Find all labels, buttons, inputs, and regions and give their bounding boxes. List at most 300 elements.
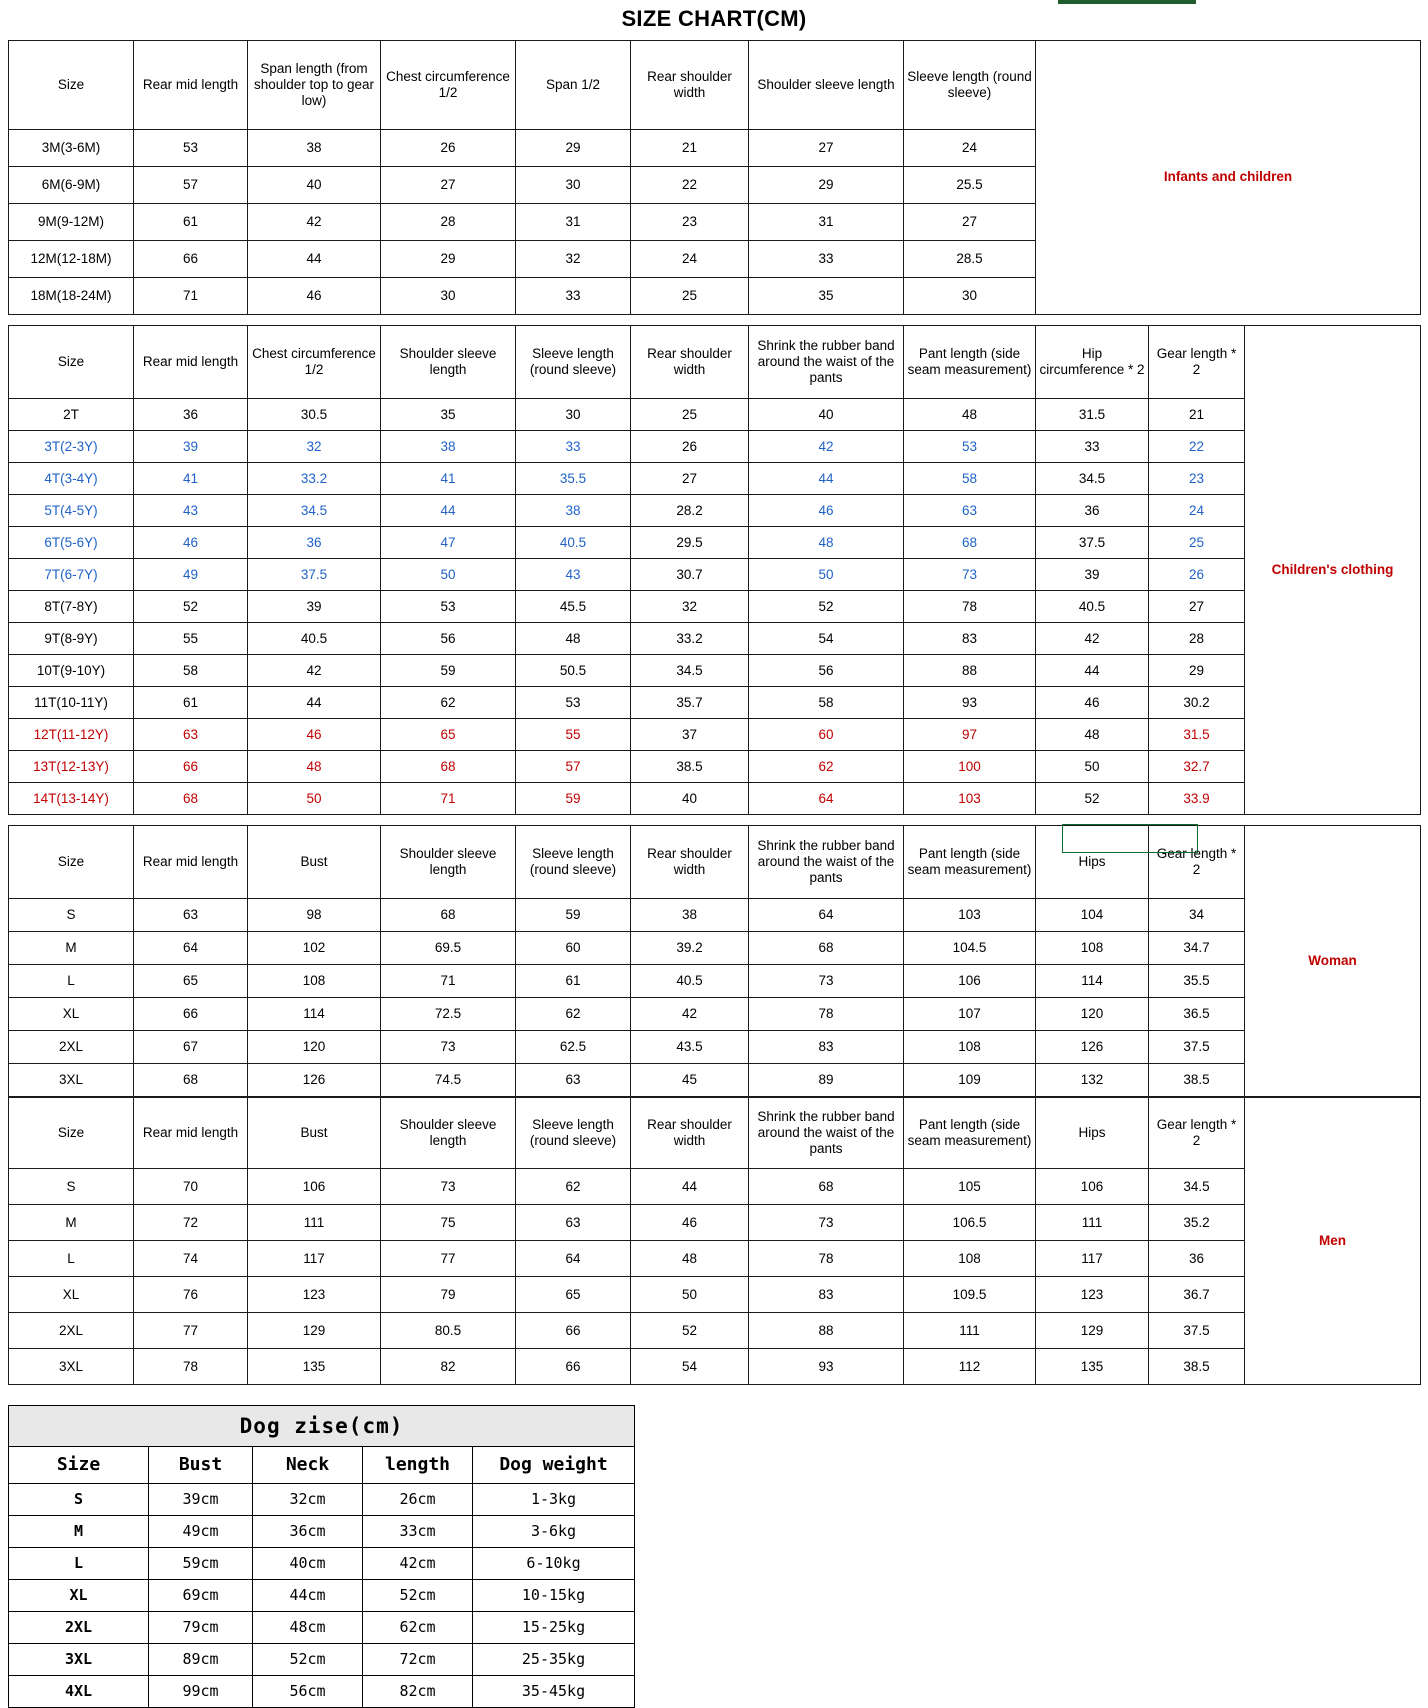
col-span-half: Span 1/2 xyxy=(516,41,631,130)
cell: 61 xyxy=(134,687,248,719)
cell: 44 xyxy=(381,495,516,527)
cell: 36.5 xyxy=(1149,998,1245,1031)
cell: 52cm xyxy=(363,1580,473,1612)
cell: 48 xyxy=(904,399,1036,431)
cell: 27 xyxy=(1149,591,1245,623)
col-size: Size xyxy=(9,326,134,399)
col-span-length: Span length (from shoulder top to gear low) xyxy=(248,41,381,130)
cell: 109.5 xyxy=(904,1277,1036,1313)
cell: 29 xyxy=(749,167,904,204)
cell: 28 xyxy=(1149,623,1245,655)
cell-size: 10T(9-10Y) xyxy=(9,655,134,687)
table-row xyxy=(9,1548,635,1580)
cell: 31 xyxy=(749,204,904,241)
col-bust: Bust xyxy=(248,826,381,899)
cell: 48cm xyxy=(253,1612,363,1644)
col-gear-length: Gear length * 2 xyxy=(1149,826,1245,899)
cell: 112 xyxy=(904,1349,1036,1385)
cell: 3-6kg xyxy=(473,1516,635,1548)
cell: 24 xyxy=(631,241,749,278)
cell: 68 xyxy=(749,1169,904,1205)
cell: 46 xyxy=(248,719,381,751)
cell: 38.5 xyxy=(631,751,749,783)
cell: 105 xyxy=(904,1169,1036,1205)
table-men xyxy=(8,1097,1421,1385)
cell: 42cm xyxy=(363,1548,473,1580)
cell: 39 xyxy=(134,431,248,463)
cell: 63 xyxy=(134,719,248,751)
cell: 40.5 xyxy=(631,965,749,998)
cell: 59 xyxy=(516,783,631,815)
cell: 54 xyxy=(631,1349,749,1385)
cell: 59cm xyxy=(149,1548,253,1580)
cell: 73 xyxy=(904,559,1036,591)
cell: 98 xyxy=(248,899,381,932)
cell-size: 14T(13-14Y) xyxy=(9,783,134,815)
cell: 65 xyxy=(381,719,516,751)
cell: 44 xyxy=(248,687,381,719)
cell: 25 xyxy=(631,399,749,431)
cell: 48 xyxy=(631,1241,749,1277)
cell-size: L xyxy=(9,1548,149,1580)
cell: 79 xyxy=(381,1277,516,1313)
cell: 67 xyxy=(134,1031,248,1064)
cell: 1-3kg xyxy=(473,1484,635,1516)
table-header-row xyxy=(9,826,1421,899)
cell: 83 xyxy=(749,1031,904,1064)
cell: 68 xyxy=(134,1064,248,1097)
cell: 46 xyxy=(1036,687,1149,719)
cell: 48 xyxy=(248,751,381,783)
cell: 71 xyxy=(134,278,248,315)
cell: 40 xyxy=(749,399,904,431)
cell: 42 xyxy=(631,998,749,1031)
cell: 117 xyxy=(248,1241,381,1277)
cell: 10-15kg xyxy=(473,1580,635,1612)
col-sleeve-length: Sleeve length (round sleeve) xyxy=(516,326,631,399)
cell: 49 xyxy=(134,559,248,591)
cell-size: XL xyxy=(9,998,134,1031)
cell: 66 xyxy=(134,998,248,1031)
cell: 36 xyxy=(1149,1241,1245,1277)
cell: 73 xyxy=(381,1031,516,1064)
cell: 47 xyxy=(381,527,516,559)
cell: 40 xyxy=(631,783,749,815)
cell: 25.5 xyxy=(904,167,1036,204)
cell-size: 3XL xyxy=(9,1349,134,1385)
cell: 39 xyxy=(1036,559,1149,591)
cell: 56 xyxy=(749,655,904,687)
cell: 52 xyxy=(631,1313,749,1349)
cell: 6-10kg xyxy=(473,1548,635,1580)
cell: 27 xyxy=(749,130,904,167)
cell: 114 xyxy=(1036,965,1149,998)
page-title: SIZE CHART(CM) xyxy=(621,6,807,31)
cell: 42 xyxy=(1036,623,1149,655)
cell: 104 xyxy=(1036,899,1149,932)
cell: 48 xyxy=(516,623,631,655)
cell: 25 xyxy=(1149,527,1245,559)
cell: 24 xyxy=(904,130,1036,167)
table-row xyxy=(9,687,1421,719)
cell: 43 xyxy=(134,495,248,527)
col-waist-rubber-band: Shrink the rubber band around the waist of the pants xyxy=(749,326,904,399)
col-chest-circumference: Chest circumference 1/2 xyxy=(248,326,381,399)
cell: 21 xyxy=(1149,399,1245,431)
cell: 73 xyxy=(381,1169,516,1205)
cell: 56 xyxy=(381,623,516,655)
col-pant-length: Pant length (side seam measurement) xyxy=(904,826,1036,899)
cell: 43.5 xyxy=(631,1031,749,1064)
cell: 50 xyxy=(1036,751,1149,783)
cell: 59 xyxy=(516,899,631,932)
cell: 64 xyxy=(134,932,248,965)
cell: 55 xyxy=(134,623,248,655)
cell: 38.5 xyxy=(1149,1064,1245,1097)
table-row xyxy=(9,463,1421,495)
cell: 50 xyxy=(381,559,516,591)
cell: 135 xyxy=(248,1349,381,1385)
cell: 117 xyxy=(1036,1241,1149,1277)
cell: 89cm xyxy=(149,1644,253,1676)
cell: 62 xyxy=(749,751,904,783)
table-row xyxy=(9,399,1421,431)
cell: 71 xyxy=(381,965,516,998)
cell: 57 xyxy=(134,167,248,204)
cell-size: 7T(6-7Y) xyxy=(9,559,134,591)
category-label-woman: Woman xyxy=(1245,826,1421,1097)
table-row xyxy=(9,1580,635,1612)
cell: 62 xyxy=(516,998,631,1031)
cell: 72.5 xyxy=(381,998,516,1031)
cell: 36.7 xyxy=(1149,1277,1245,1313)
cell: 78 xyxy=(749,1241,904,1277)
cell: 27 xyxy=(904,204,1036,241)
cell: 30.2 xyxy=(1149,687,1245,719)
cell: 83 xyxy=(904,623,1036,655)
cell: 22 xyxy=(1149,431,1245,463)
cell: 126 xyxy=(248,1064,381,1097)
cell-size: 2T xyxy=(9,399,134,431)
cell: 55 xyxy=(516,719,631,751)
cell: 38 xyxy=(381,431,516,463)
table-row xyxy=(9,719,1421,751)
table-row xyxy=(9,655,1421,687)
col-chest-circumference: Chest circumference 1/2 xyxy=(381,41,516,130)
cell: 32cm xyxy=(253,1484,363,1516)
col-waist-rubber-band: Shrink the rubber band around the waist of the pants xyxy=(749,826,904,899)
cell: 39 xyxy=(248,591,381,623)
cell: 108 xyxy=(248,965,381,998)
col-rear-mid-length: Rear mid length xyxy=(134,826,248,899)
col-gear-length: Gear length * 2 xyxy=(1149,1098,1245,1169)
cell: 33cm xyxy=(363,1516,473,1548)
cell: 65 xyxy=(134,965,248,998)
cell: 74.5 xyxy=(381,1064,516,1097)
cell: 72cm xyxy=(363,1644,473,1676)
table-row xyxy=(9,1169,1421,1205)
table-row xyxy=(9,1516,635,1548)
cell: 34.5 xyxy=(631,655,749,687)
cell: 33 xyxy=(749,241,904,278)
cell: 34.5 xyxy=(1149,1169,1245,1205)
cell: 120 xyxy=(1036,998,1149,1031)
cell-size: S xyxy=(9,899,134,932)
cell: 70 xyxy=(134,1169,248,1205)
cell: 46 xyxy=(134,527,248,559)
cell: 38 xyxy=(516,495,631,527)
cell: 45 xyxy=(631,1064,749,1097)
cell: 29 xyxy=(1149,655,1245,687)
cell: 50 xyxy=(248,783,381,815)
cell: 34.5 xyxy=(248,495,381,527)
cell: 31 xyxy=(516,204,631,241)
cell: 41 xyxy=(134,463,248,495)
cell-size: 13T(12-13Y) xyxy=(9,751,134,783)
cell: 24 xyxy=(1149,495,1245,527)
cell: 63 xyxy=(516,1064,631,1097)
cell: 30.7 xyxy=(631,559,749,591)
cell: 48 xyxy=(1036,719,1149,751)
cell: 66 xyxy=(134,751,248,783)
cell: 37.5 xyxy=(1149,1313,1245,1349)
cell: 108 xyxy=(904,1241,1036,1277)
cell: 97 xyxy=(904,719,1036,751)
cell: 44 xyxy=(631,1169,749,1205)
cell-size: 12T(11-12Y) xyxy=(9,719,134,751)
dog-table-title: Dog zise(cm) xyxy=(9,1406,635,1447)
col-rear-mid-length: Rear mid length xyxy=(134,1098,248,1169)
cell: 35.7 xyxy=(631,687,749,719)
cell: 62 xyxy=(516,1169,631,1205)
col-rear-mid-length: Rear mid length xyxy=(134,41,248,130)
cell-size: 2XL xyxy=(9,1313,134,1349)
col-hips: Hips xyxy=(1036,1098,1149,1169)
cell: 26 xyxy=(1149,559,1245,591)
cell: 100 xyxy=(904,751,1036,783)
cell: 82cm xyxy=(363,1676,473,1708)
cell: 103 xyxy=(904,899,1036,932)
cell: 30 xyxy=(516,167,631,204)
table-header-row xyxy=(9,1098,1421,1169)
cell: 29 xyxy=(381,241,516,278)
cell-size: L xyxy=(9,1241,134,1277)
col-rear-shoulder-width: Rear shoulder width xyxy=(631,1098,749,1169)
cell: 52 xyxy=(749,591,904,623)
table-row xyxy=(9,1064,1421,1097)
cell: 39.2 xyxy=(631,932,749,965)
cell: 35-45kg xyxy=(473,1676,635,1708)
table-row xyxy=(9,1349,1421,1385)
cell-size: 5T(4-5Y) xyxy=(9,495,134,527)
col-rear-mid-length: Rear mid length xyxy=(134,326,248,399)
col-length: length xyxy=(363,1447,473,1484)
cell: 28 xyxy=(381,204,516,241)
table-row xyxy=(9,899,1421,932)
col-rear-shoulder-width: Rear shoulder width xyxy=(631,41,749,130)
cell: 64 xyxy=(749,899,904,932)
table-row xyxy=(9,1205,1421,1241)
cell-size: 9T(8-9Y) xyxy=(9,623,134,655)
cell: 53 xyxy=(516,687,631,719)
cell: 111 xyxy=(1036,1205,1149,1241)
cell: 37.5 xyxy=(248,559,381,591)
cell: 35.5 xyxy=(1149,965,1245,998)
cell: 58 xyxy=(749,687,904,719)
cell: 33.9 xyxy=(1149,783,1245,815)
table-row xyxy=(9,783,1421,815)
cell: 32.7 xyxy=(1149,751,1245,783)
cell-size: 4XL xyxy=(9,1676,149,1708)
category-label-men: Men xyxy=(1245,1098,1421,1385)
cell-size: S xyxy=(9,1169,134,1205)
table-childrens-clothing xyxy=(8,325,1421,815)
cell: 63 xyxy=(516,1205,631,1241)
cell: 26 xyxy=(631,431,749,463)
cell: 52 xyxy=(134,591,248,623)
cell: 22 xyxy=(631,167,749,204)
cell: 36 xyxy=(1036,495,1149,527)
cell: 31.5 xyxy=(1149,719,1245,751)
cell: 25-35kg xyxy=(473,1644,635,1676)
cell: 103 xyxy=(904,783,1036,815)
cell: 40.5 xyxy=(1036,591,1149,623)
cell: 44cm xyxy=(253,1580,363,1612)
cell: 35 xyxy=(749,278,904,315)
cell: 28.2 xyxy=(631,495,749,527)
cell: 25 xyxy=(631,278,749,315)
col-size: Size xyxy=(9,1098,134,1169)
cell: 106 xyxy=(248,1169,381,1205)
cell: 132 xyxy=(1036,1064,1149,1097)
cell: 62.5 xyxy=(516,1031,631,1064)
table-row xyxy=(9,591,1421,623)
cell-size: M xyxy=(9,1516,149,1548)
cell: 123 xyxy=(1036,1277,1149,1313)
table-row xyxy=(9,1277,1421,1313)
cell: 40.5 xyxy=(516,527,631,559)
cell: 34.5 xyxy=(1036,463,1149,495)
cell: 50 xyxy=(631,1277,749,1313)
table-row xyxy=(9,932,1421,965)
cell: 120 xyxy=(248,1031,381,1064)
cell: 68 xyxy=(749,932,904,965)
col-shoulder-sleeve-length: Shoulder sleeve length xyxy=(381,826,516,899)
col-size: Size xyxy=(9,826,134,899)
cell-size: S xyxy=(9,1484,149,1516)
cell-size: 3M(3-6M) xyxy=(9,130,134,167)
cell: 89 xyxy=(749,1064,904,1097)
cell: 69cm xyxy=(149,1580,253,1612)
cell: 35 xyxy=(381,399,516,431)
cell: 64 xyxy=(516,1241,631,1277)
cell: 60 xyxy=(516,932,631,965)
cell: 99cm xyxy=(149,1676,253,1708)
cell: 32 xyxy=(248,431,381,463)
cell: 44 xyxy=(248,241,381,278)
cell: 30 xyxy=(381,278,516,315)
cell: 129 xyxy=(248,1313,381,1349)
cell: 82 xyxy=(381,1349,516,1385)
cell: 78 xyxy=(904,591,1036,623)
table-row xyxy=(9,751,1421,783)
cell: 44 xyxy=(749,463,904,495)
cell-size: M xyxy=(9,932,134,965)
cell: 74 xyxy=(134,1241,248,1277)
cell-size: 12M(12-18M) xyxy=(9,241,134,278)
table-header-row xyxy=(9,1447,635,1484)
cell: 114 xyxy=(248,998,381,1031)
table-row xyxy=(9,623,1421,655)
cell: 50 xyxy=(749,559,904,591)
col-hips: Hips xyxy=(1036,826,1149,899)
cell: 34.7 xyxy=(1149,932,1245,965)
cell: 123 xyxy=(248,1277,381,1313)
table-row xyxy=(9,1031,1421,1064)
cell: 39cm xyxy=(149,1484,253,1516)
cell-size: XL xyxy=(9,1277,134,1313)
cell: 58 xyxy=(134,655,248,687)
cell-size: 3T(2-3Y) xyxy=(9,431,134,463)
col-dog-weight: Dog weight xyxy=(473,1447,635,1484)
cell: 36cm xyxy=(253,1516,363,1548)
cell: 93 xyxy=(749,1349,904,1385)
cell: 42 xyxy=(248,204,381,241)
cell-size: 11T(10-11Y) xyxy=(9,687,134,719)
cell: 69.5 xyxy=(381,932,516,965)
cell: 77 xyxy=(381,1241,516,1277)
cell-size: M xyxy=(9,1205,134,1241)
cell: 23 xyxy=(1149,463,1245,495)
cell-size: 6M(6-9M) xyxy=(9,167,134,204)
cell: 28.5 xyxy=(904,241,1036,278)
cell: 59 xyxy=(381,655,516,687)
cell: 88 xyxy=(904,655,1036,687)
cell: 43 xyxy=(516,559,631,591)
cell: 53 xyxy=(134,130,248,167)
cell: 49cm xyxy=(149,1516,253,1548)
cell: 15-25kg xyxy=(473,1612,635,1644)
table-row xyxy=(9,965,1421,998)
table-row xyxy=(9,431,1421,463)
cell-size: 18M(18-24M) xyxy=(9,278,134,315)
cell: 29 xyxy=(516,130,631,167)
cell: 34 xyxy=(1149,899,1245,932)
cell: 71 xyxy=(381,783,516,815)
table-header-row xyxy=(9,326,1421,399)
table-row xyxy=(9,1644,635,1676)
cell: 26cm xyxy=(363,1484,473,1516)
cell: 106 xyxy=(1036,1169,1149,1205)
table-row xyxy=(9,1313,1421,1349)
dog-size-section xyxy=(8,1405,634,1708)
cell: 46 xyxy=(749,495,904,527)
cell-size: 4T(3-4Y) xyxy=(9,463,134,495)
cell: 54 xyxy=(749,623,904,655)
cell: 126 xyxy=(1036,1031,1149,1064)
cell: 66 xyxy=(516,1313,631,1349)
cell: 83 xyxy=(749,1277,904,1313)
col-rear-shoulder-width: Rear shoulder width xyxy=(631,326,749,399)
cell: 33.2 xyxy=(248,463,381,495)
cell: 46 xyxy=(631,1205,749,1241)
table-row xyxy=(9,1241,1421,1277)
cell: 37 xyxy=(631,719,749,751)
cell: 64 xyxy=(749,783,904,815)
col-hip-circumference: Hip circumference * 2 xyxy=(1036,326,1149,399)
table-woman xyxy=(8,825,1421,1097)
cell: 35.5 xyxy=(516,463,631,495)
